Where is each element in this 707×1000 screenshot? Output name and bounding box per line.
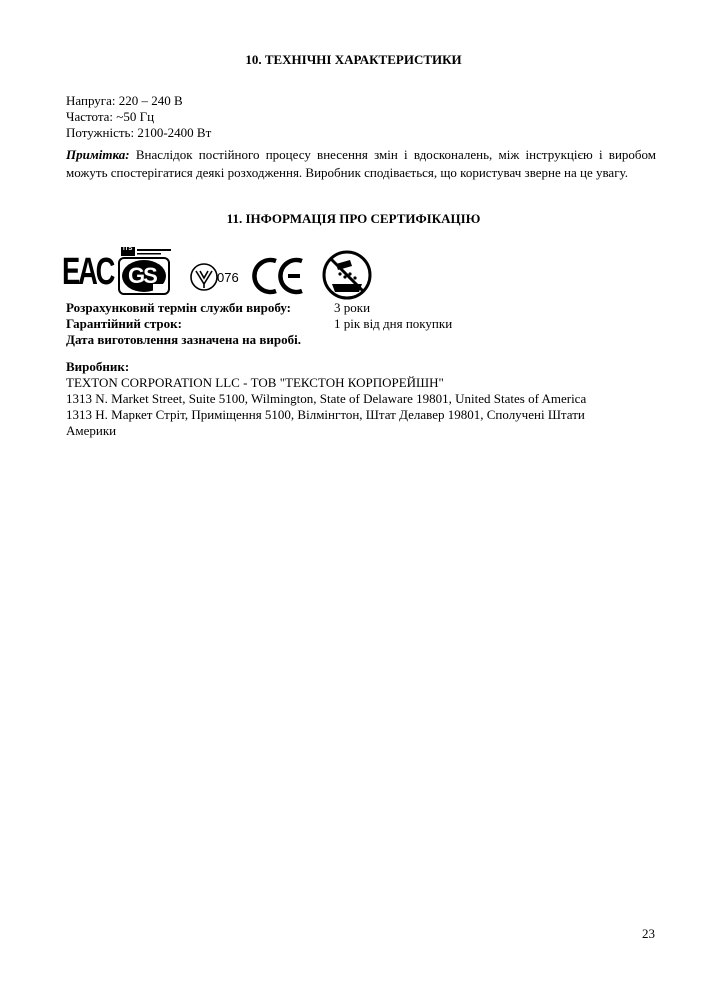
its-label: ITS — [123, 246, 133, 252]
ukr-code: 076 — [217, 270, 239, 285]
warranty-value: 1 рік від дня покупки — [334, 316, 453, 331]
note-paragraph — [66, 146, 656, 182]
ce-logo — [252, 256, 308, 296]
note-label: Примітка — [66, 147, 126, 162]
certification-logos — [62, 246, 382, 300]
no-water-icon — [320, 250, 374, 300]
manufacturer-address-en: 1313 N. Market Street, Suite 5100, Wilmington, State of Delaware 19801, United States of America — [66, 391, 587, 406]
warranty-label: Гарантійний строк: — [66, 316, 182, 331]
voltage-spec: Напруга: 220 – 240 В — [66, 93, 183, 108]
ukr-conformity-logo — [189, 262, 245, 296]
manufacturer-label: Виробник: — [66, 359, 130, 374]
manufacturer-address-ua-cont: Америки — [66, 423, 117, 438]
page-number: 23 — [642, 926, 655, 941]
section-10-title: 10. ТЕХНІЧНІ ХАРАКТЕРИСТИКИ — [245, 52, 462, 67]
service-life-label: Розрахунковий термін служби виробу: — [66, 300, 291, 315]
manufacturer-address-ua: 1313 Н. Маркет Стріт, Приміщення 5100, Вілмінгтон, Штат Делавер 19801, Сполучені Штати — [66, 407, 585, 422]
service-life-value: 3 роки — [334, 300, 371, 315]
gs-label: GS — [128, 263, 156, 288]
section-11-title: 11. ІНФОРМАЦІЯ ПРО СЕРТИФІКАЦІЮ — [226, 211, 481, 226]
manufacturer-name: TEXTON CORPORATION LLC - ТОВ "ТЕКСТОН КОРПОРЕЙШН" — [66, 375, 444, 390]
frequency-spec: Частота: ~50 Гц — [66, 109, 155, 124]
its-gs-logo — [115, 246, 175, 296]
power-spec: Потужність: 2100-2400 Вт — [66, 125, 212, 140]
manufacture-date-note: Дата виготовлення зазначена на виробі. — [66, 332, 301, 347]
eac-logo: EAC — [62, 251, 114, 293]
note-colon: : — [125, 147, 130, 162]
note-text: Внаслідок постійного процесу внесення змін і вдосконалень, між інструкцією і виробом можуть спостерігатися деякі розходження. Виробник сподівається, що користувач зверне на це увагу. — [66, 147, 656, 180]
